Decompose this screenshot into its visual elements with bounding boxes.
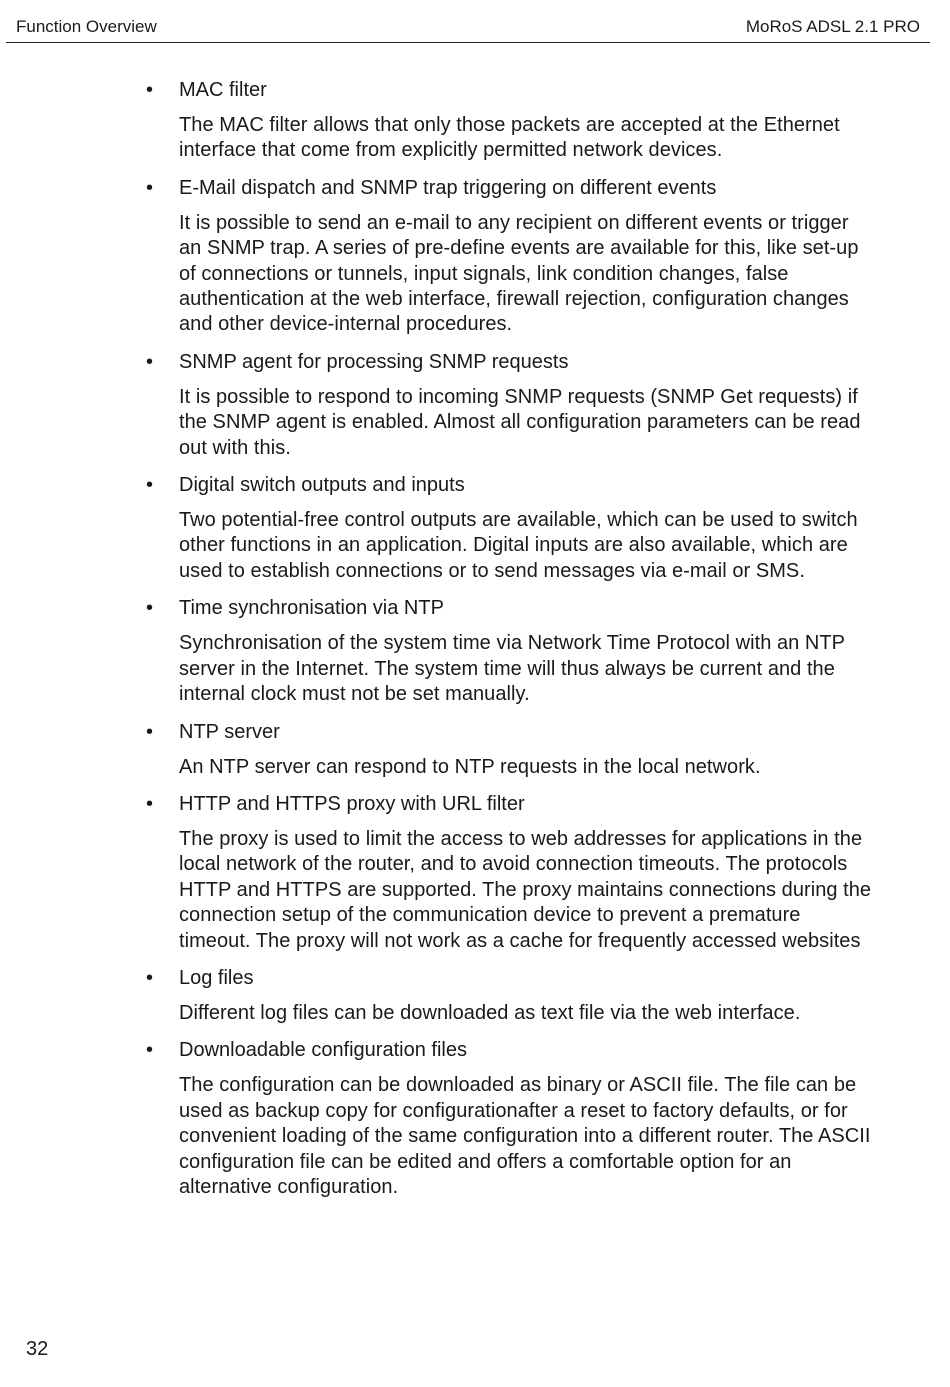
bullet-icon: • <box>146 720 154 743</box>
bullet-icon: • <box>146 966 154 989</box>
list-item-config-files <box>144 1038 874 1200</box>
list-item-heading <box>144 350 874 375</box>
list-item-heading <box>144 176 874 201</box>
product-title: MoRoS ADSL 2.1 PRO <box>745 17 920 36</box>
list-item-description: The configuration can be downloaded as binary or ASCII file. The file can be used as backup copy for configurationafter a reset to factory defaults, or for convenient loading of the same configuration into a different router. The ASCII configuration file can be edited and offers a comfortable option for an alternative configuration. <box>179 1074 871 1198</box>
list-item-title: HTTP and HTTPS proxy with URL filter <box>179 792 525 815</box>
bullet-icon: • <box>146 350 154 373</box>
list-item-title: SNMP agent for processing SNMP requests <box>179 350 569 373</box>
list-item-description: Different log files can be downloaded as text file via the web interface. <box>179 1001 801 1024</box>
list-item-heading <box>144 473 874 498</box>
list-item-description: Two potential-free control outputs are available, which can be used to switch other functions in an application. Digital inputs are also available, which are used to establish connections or to send messages via e-mail or SMS. <box>179 509 858 582</box>
bullet-icon: • <box>146 79 154 101</box>
list-item-email-snmp-trap <box>144 176 874 338</box>
list-item-ntp-sync <box>144 596 874 707</box>
list-item-description: Synchronisation of the system time via Network Time Protocol with an NTP server in the Internet. The system time will thus always be current and the internal clock must not be set manually. <box>179 632 845 706</box>
list-item-heading <box>144 792 874 817</box>
list-item-title: Log files <box>179 966 254 989</box>
list-item-title: Time synchronisation via NTP <box>179 597 444 620</box>
list-item-title: NTP server <box>179 720 280 743</box>
list-item-heading <box>144 596 874 621</box>
page-number: 32 <box>26 1338 49 1360</box>
list-item-digital-io <box>144 473 874 584</box>
list-item-description: An NTP server can respond to NTP requests in the local network. <box>179 755 761 778</box>
list-item-title: MAC filter <box>179 79 267 101</box>
list-item-description: The MAC filter allows that only those packets are accepted at the Ethernet interface that come from explicitly permitted network devices. <box>179 114 840 162</box>
list-item-heading <box>144 78 874 103</box>
list-item-title: Digital switch outputs and inputs <box>179 474 465 497</box>
bullet-icon: • <box>146 597 154 620</box>
list-item-proxy <box>144 792 874 954</box>
list-item-ntp-server <box>144 720 874 780</box>
list-item-title: E-Mail dispatch and SNMP trap triggering on different events <box>179 176 717 199</box>
list-item-heading <box>144 966 874 991</box>
list-item-snmp-agent <box>144 350 874 461</box>
list-item-log-files <box>144 966 874 1026</box>
bullet-icon: • <box>146 792 154 815</box>
list-item-description: The proxy is used to limit the access to web addresses for applications in the local network of the router, and to avoid connection timeouts. The protocols HTTP and HTTPS are supported. The proxy maintains connections during the connection setup of the communication device to prevent a premature timeout. The proxy will not work as a cache for frequently accessed websites <box>179 827 872 952</box>
list-item-heading <box>144 1038 874 1063</box>
page-header <box>6 0 930 43</box>
feature-list <box>144 78 874 1212</box>
list-item-description: It is possible to respond to incoming SNMP requests (SNMP Get requests) if the SNMP agent is enabled. Almost all configuration parameters can be read out with this. <box>179 385 861 459</box>
list-item-mac-filter <box>144 78 874 164</box>
section-title: Function Overview <box>16 17 157 36</box>
bullet-icon: • <box>146 1039 154 1062</box>
list-item-heading <box>144 720 874 745</box>
bullet-icon: • <box>146 474 154 497</box>
bullet-icon: • <box>146 176 154 199</box>
list-item-title: Downloadable configuration files <box>179 1039 467 1062</box>
list-item-description: It is possible to send an e-mail to any recipient on different events or trigger an SNMP trap. A series of pre-define events are available for this, like set-up of connections or tunnels, input signals, link condition changes, false authentication at the web interface, firewall rejection, configuration changes and other device-internal procedures. <box>179 211 859 336</box>
